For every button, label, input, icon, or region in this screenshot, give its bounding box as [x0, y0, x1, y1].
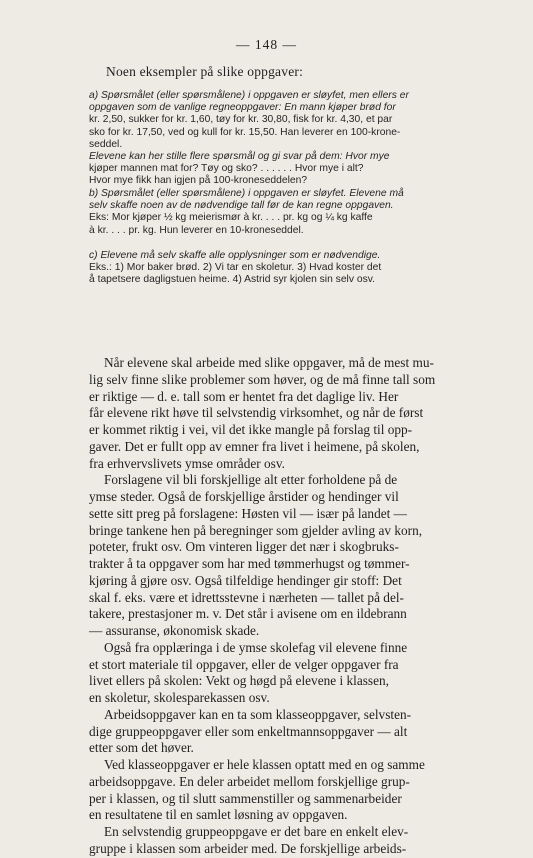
text-line: Elevene kan her stille flere spørsmål og gi svar på dem: Hvor mye: [89, 150, 390, 162]
text-line: b) Spørsmålet (eller spørsmålene) i oppgaven er sløyfet. Elevene må: [89, 188, 404, 199]
text-line: kjøring å gjøre osv. Også tilfeldige hendinger gir stoff: Det: [89, 572, 402, 588]
text-line: får elevene rikt høve til selvstendig virksomhet, og når de først: [89, 405, 424, 421]
text-line: gaver. Det er fullt opp av emner fra livet i heimene, på skolen,: [89, 438, 420, 454]
text-line: Eks.: 1) Mor baker brød. 2) Vi tar en skoletur. 3) Hvad koster det: [89, 262, 382, 274]
text-line: — assuranse, økonomisk skade.: [89, 623, 260, 638]
text-line: oppgaven som de vanlige regneoppgaver: En mann kjøper brød for: [89, 102, 396, 114]
text-line: Ved klasseoppgaver er hele klassen optatt med en og samme: [104, 757, 425, 772]
example-c: [89, 250, 381, 287]
text-line: seddel.: [89, 138, 123, 150]
example-a: [89, 90, 409, 188]
text-line: a) Spørsmålet (eller spørsmålene) i oppgaven er sløyfet, men ellers er: [89, 90, 409, 101]
text-line: selv skaffe noen av de nødvendige tall før de kan regne oppgaven.: [89, 200, 394, 212]
text-line: fra erhvervslivets ymse områder osv.: [89, 455, 285, 471]
page-number: — 148 —: [236, 37, 297, 52]
text-line: sette sitt preg på forslagene: Høsten vil — især på landet —: [89, 505, 407, 521]
intro-line: Noen eksempler på slike oppgaver:: [106, 64, 304, 79]
text-line: et stort materiale til oppgaver, eller de velger oppgaver fra: [89, 656, 399, 672]
text-line: Når elevene skal arbeide med slike oppgaver, må de mest mu-: [104, 355, 434, 370]
text-line: trakter å ta oppgaver som har med tømmerhugst og tømmer-: [89, 556, 410, 571]
text-line: bringe tankene hen på beregninger som gjelder avling av korn,: [89, 522, 423, 538]
text-line: er riktige — d. e. tall som er hentet fra det daglige liv. Her: [89, 388, 399, 404]
text-line: lig selv finne slike problemer som høver, og de må finne tall som: [89, 371, 436, 387]
text-line: per i klassen, og til slutt sammenstiller og sammenarbeider: [89, 790, 402, 806]
example-b: [89, 188, 404, 237]
text-line: er kommet riktig i vei, vil det ikke mangle på forslag til opp-: [89, 422, 413, 437]
text-line: skal f. eks. være et idrettsstevne i nærheten — tallet på del-: [89, 589, 404, 605]
text-line: Arbeidsoppgaver kan en ta som klasseoppgaver, selvsten-: [104, 706, 412, 722]
text-line: gruppe i klassen som arbeider med. De forskjellige arbeids-: [89, 840, 407, 856]
text-line: etter som det høver.: [89, 740, 194, 756]
text-line: dige gruppeoppgaver eller som enkeltmannsoppgaver — alt: [89, 723, 408, 739]
text-line: ymse steder. Også de forskjellige årstider og hendinger vil: [89, 489, 399, 504]
text-line: sko for kr. 17,50, ved og kull for kr. 15,50. Han leverer en 100-krone-: [89, 126, 401, 138]
text-line: à kr. . . . pr. kg. Hun leverer en 10-kroneseddel.: [89, 224, 304, 236]
text-line: å tapetsere dagligstuen heime. 4) Astrid syr kjolen sin selv osv.: [89, 274, 375, 286]
text-line: En selvstendig gruppeoppgave er det bare en enkelt elev-: [104, 824, 409, 839]
text-line: Eks: Mor kjøper ½ kg meierismør à kr. . . . pr. kg og ¼ kg kaffe: [89, 212, 373, 224]
text-line: arbeidsoppgave. En deler arbeidet mellom forskjellige grup-: [89, 773, 410, 789]
body-text: [89, 355, 435, 858]
text-line: Hvor mye fikk han igjen på 100-kroneseddelen?: [89, 175, 308, 187]
text-line: poteter, frukt osv. Om vinteren ligger det nær i skogbruks-: [89, 539, 399, 555]
text-line: livet ellers på skolen: Vekt og høgd på elevene i klassen,: [89, 673, 389, 689]
text-line: en resultatene til en samlet løsning av oppgaven.: [89, 807, 348, 823]
text-line: takere, prestasjoner m. v. Det står i avisene om en ildebrann: [89, 606, 407, 622]
text-line: kr. 2,50, sukker for kr. 1,60, tøy for kr. 30,80, fisk for kr. 4,30, et par: [89, 114, 393, 126]
text-line: Forslagene vil bli forskjellige alt etter forholdene på de: [104, 472, 398, 488]
text-line: en skoletur, skolesparekassen osv.: [89, 690, 270, 705]
text-line: Også fra opplæringa i de ymse skolefag vil elevene finne: [104, 639, 408, 655]
text-line: c) Elevene må selv skaffe alle opplysninger som er nødvendige.: [89, 250, 381, 261]
text-line: kjøper mannen mat for? Tøy og sko? . . . . . . Hvor mye i alt?: [89, 163, 364, 175]
